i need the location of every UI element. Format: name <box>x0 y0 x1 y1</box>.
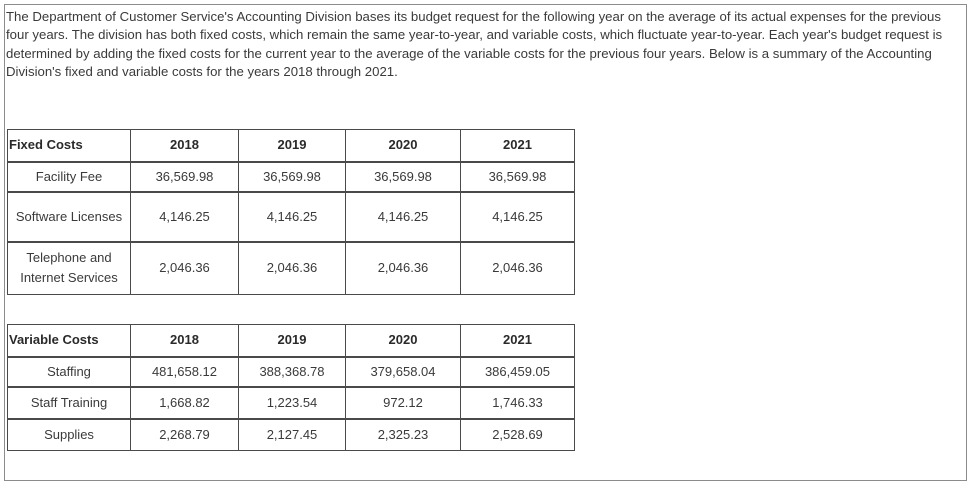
table-cell: 4,146.25 <box>131 192 239 242</box>
table-row <box>8 242 575 295</box>
table-cell: 36,569.98 <box>239 162 346 192</box>
table-cell: 972.12 <box>346 387 461 419</box>
table-row <box>8 387 575 419</box>
table-cell: 379,658.04 <box>346 357 461 387</box>
table-cell: 2,046.36 <box>346 242 461 295</box>
year-header-2019: 2019 <box>239 130 346 162</box>
table-cell: 36,569.98 <box>131 162 239 192</box>
year-header-2018: 2018 <box>131 130 239 162</box>
table-cell: 4,146.25 <box>239 192 346 242</box>
table-cell: 2,046.36 <box>131 242 239 295</box>
year-header-2020: 2020 <box>346 325 461 357</box>
year-header-2019: 2019 <box>239 325 346 357</box>
year-header-2021: 2021 <box>461 325 575 357</box>
row-label-supplies: Supplies <box>8 419 131 451</box>
table-cell: 2,127.45 <box>239 419 346 451</box>
row-label-facility-fee: Facility Fee <box>8 162 131 192</box>
variable-costs-header-row <box>8 325 575 357</box>
fixed-costs-header-row <box>8 130 575 162</box>
table-cell: 1,668.82 <box>131 387 239 419</box>
year-header-2020: 2020 <box>346 130 461 162</box>
table-cell: 1,223.54 <box>239 387 346 419</box>
row-label-software-licenses: Software Licenses <box>8 192 131 242</box>
table-cell: 36,569.98 <box>461 162 575 192</box>
table-cell: 2,528.69 <box>461 419 575 451</box>
table-cell: 36,569.98 <box>346 162 461 192</box>
table-cell: 481,658.12 <box>131 357 239 387</box>
fixed-costs-table <box>7 129 575 295</box>
table-cell: 388,368.78 <box>239 357 346 387</box>
table-cell: 2,325.23 <box>346 419 461 451</box>
table-cell: 2,046.36 <box>461 242 575 295</box>
table-cell: 2,046.36 <box>239 242 346 295</box>
fixed-costs-heading: Fixed Costs <box>8 130 131 162</box>
row-label-telephone-internet: Telephone and Internet Services <box>8 242 131 295</box>
table-cell: 4,146.25 <box>461 192 575 242</box>
variable-costs-table <box>7 324 575 451</box>
table-cell: 386,459.05 <box>461 357 575 387</box>
table-cell: 2,268.79 <box>131 419 239 451</box>
table-row <box>8 419 575 451</box>
row-label-staff-training: Staff Training <box>8 387 131 419</box>
row-label-staffing: Staffing <box>8 357 131 387</box>
table-row <box>8 357 575 387</box>
table-row <box>8 162 575 192</box>
table-cell: 4,146.25 <box>346 192 461 242</box>
year-header-2018: 2018 <box>131 325 239 357</box>
table-cell: 1,746.33 <box>461 387 575 419</box>
table-row <box>8 192 575 242</box>
variable-costs-heading: Variable Costs <box>8 325 131 357</box>
intro-paragraph: The Department of Customer Service's Accounting Division bases its budget request for the following year on the average of its actual expenses for the previous four years. The division has both fixed costs, which remain the same year-to-year, and variable costs, which fluctuate year-to-year. Each year's budget request is determined by adding the fixed costs for the current year to the average of the variable costs for the previous four years. Below is a summary of the Accounting Division's fixed and variable costs for the years 2018 through 2021. <box>6 9 943 79</box>
year-header-2021: 2021 <box>461 130 575 162</box>
